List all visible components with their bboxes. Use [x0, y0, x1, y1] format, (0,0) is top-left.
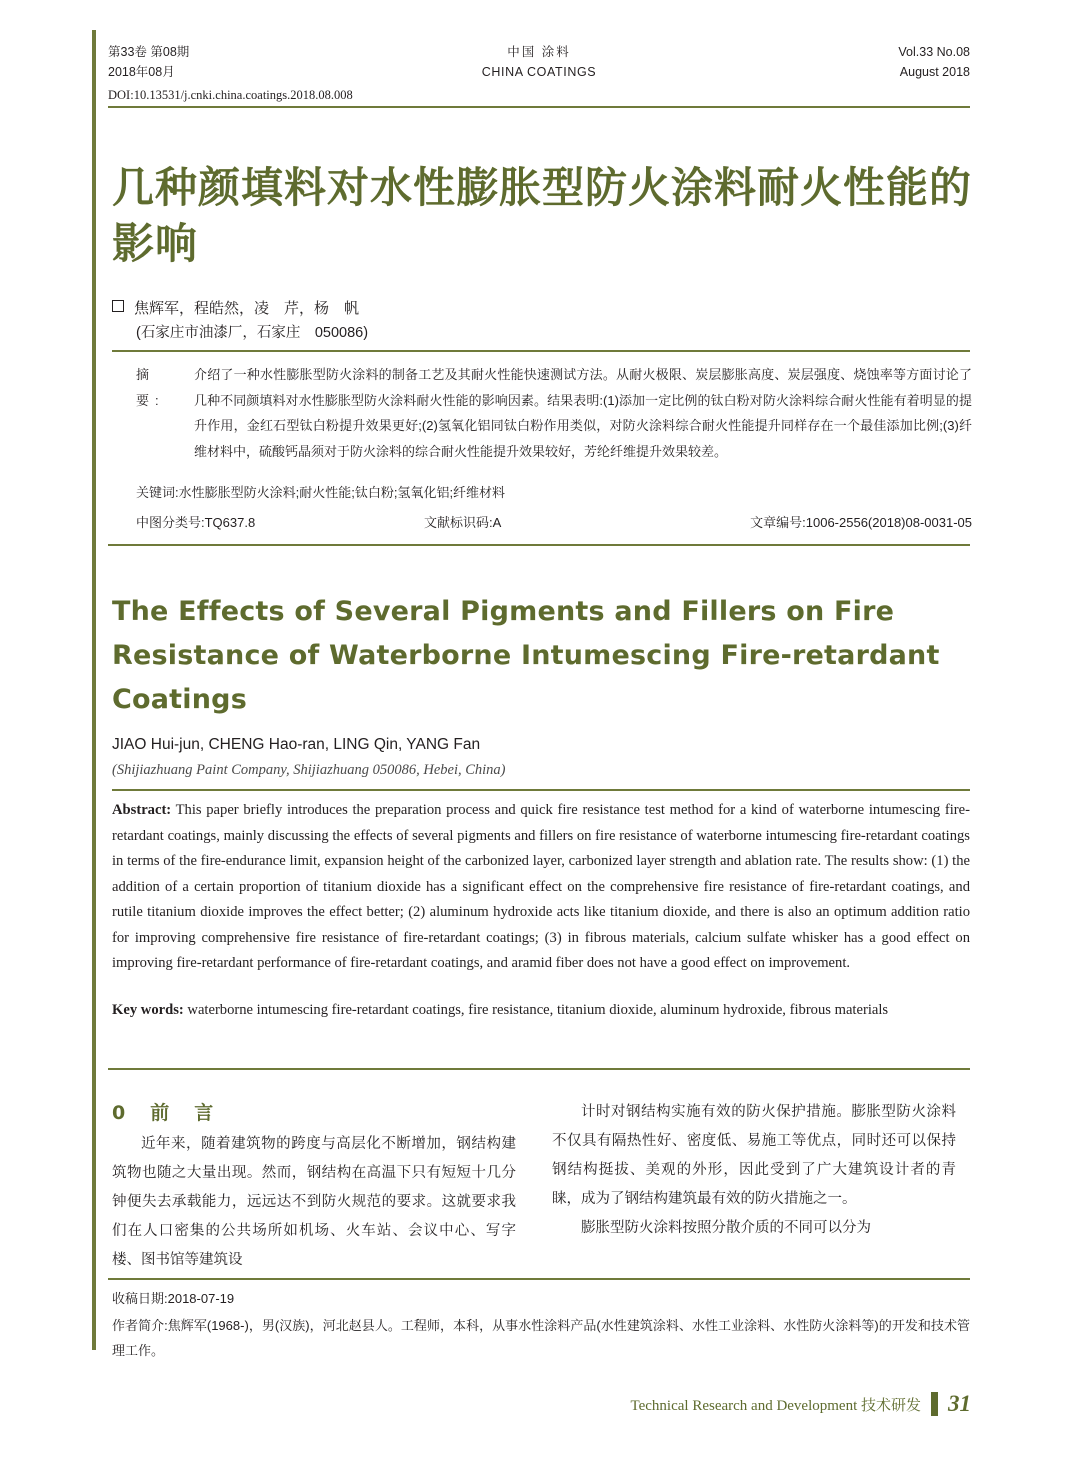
english-abstract-text: This paper briefly introduces the preparation process and quick fire resistance test method for a kind of waterborne intumescing fire-retardant coatings, mainly discussing the effects of several pigments and fillers on fire resistance of waterborne intumescing fire-retardant coatings in terms of the fire-endurance limit, expansion height of the carbonized layer, carbonized layer strength and ablation rate. The results show: (1) the addition of a certain proportion of titanium dioxide has a significant effect on the comprehensive fire resistance of fire-retardant coatings, and rutile titanium dioxide improves the effect better; (2) aluminum hydroxide acts like titanium dioxide, and there is also an optimum addition ratio for improving comprehensive fire resistance of fire-retardant coatings; (3) in fibrous materials, calcium sulfate whisker has a good effect on improving fire-retardant performance of fire-retardant coatings, and aramid fiber does not have a good effect on improvement. — [112, 802, 970, 971]
journal-name-en: CHINA COATINGS — [481, 65, 597, 79]
english-keywords-label: Key words: — [112, 1002, 184, 1018]
left-vertical-rule — [92, 30, 96, 1350]
square-bullet-icon — [112, 300, 124, 312]
body-paragraph-left-1: 近年来，随着建筑物的跨度与高层化不断增加，钢结构建筑物也随之大量出现。然而，钢结构在高温下只有短短十几分钟便失去承载能力，远远达不到防火规范的要求。这就要求我们在人口密集的公共场所如机场、火车站、会议中心、写字楼、图书馆等建筑设 — [112, 1136, 516, 1268]
body-paragraph-right-1: 计时对钢结构实施有效的防火保护措施。膨胀型防火涂料不仅具有隔热性好、密度低、易施工等优点，同时还可以保持钢结构挺拔、美观的外形，因此受到了广大建筑设计者的青睐，成为了钢结构建筑最有效的防火措施之一。 — [552, 1104, 956, 1207]
clc-number: 中图分类号:TQ637.8 — [136, 515, 256, 530]
body-paragraph-right-2: 膨胀型防火涂料按照分散介质的不同可以分为 — [581, 1220, 871, 1236]
english-keywords-text: waterborne intumescing fire-retardant coatings, fire resistance, titanium dioxide, aluminum hydroxide, fibrous materials — [183, 1002, 889, 1018]
footnotes — [112, 1286, 970, 1363]
chinese-keywords: 关键词:水性膨胀型防火涂料;耐火性能;钛白粉;氢氧化铝;纤维材料 — [136, 485, 506, 500]
footer-bar-icon — [931, 1392, 938, 1416]
article-id: 文章编号:1006-2556(2018)08-0031-05 — [750, 515, 972, 530]
body-column-right — [552, 1098, 956, 1243]
authors-divider — [112, 350, 970, 352]
english-abstract — [112, 798, 970, 977]
received-date: 收稿日期:2018-07-19 — [112, 1291, 235, 1306]
footer-text: Technical Research and Development 技术研发 — [630, 1397, 921, 1414]
chinese-title: 几种颜填料对水性膨胀型防火涂料耐火性能的影响 — [112, 163, 973, 268]
journal-name-cn: 中国 涂料 — [507, 45, 571, 59]
body-divider — [108, 1068, 970, 1070]
header-divider — [108, 106, 970, 108]
header-volume-en — [898, 42, 970, 82]
chinese-abstract-text: 介绍了一种水性膨胀型防火涂料的制备工艺及其耐火性能快速测试方法。从耐火极限、炭层膨胀高度、炭层强度、烧蚀率等方面讨论了几种不同颜填料对水性膨胀型防火涂料耐火性能的影响因素。结果表明:(1)添加一定比例的钛白粉对防火涂料综合耐火性能有着明显的提升作用，金红石型钛白粉提升效果更好;(2)氢氧化铝同钛白粉作用类似，对防火涂料综合耐火性能提升同样存在一个最佳添加比例;(3)纤维材料中，硫酸钙晶须对于防火涂料的综合耐火性能提升效果较好，芳纶纤维提升效果较差。 — [194, 367, 972, 459]
doi-text: DOI:10.13531/j.cnki.china.coatings.2018.08.008 — [108, 88, 353, 102]
chinese-authors-text: 焦辉军，程皓然，凌 芹，杨 帆 — [134, 300, 360, 317]
header-volume-cn-line1: 第33卷 第08期 — [108, 45, 190, 59]
english-authors: JIAO Hui-jun, CHENG Hao-ran, LING Qin, YANG Fan — [112, 736, 481, 753]
page-header — [108, 42, 970, 90]
chinese-authors — [112, 296, 972, 321]
header-volume-cn-line2: 2018年08月 — [108, 65, 175, 79]
codes-divider — [108, 544, 970, 546]
body-column-left — [112, 1130, 516, 1275]
chinese-abstract-label: 摘 要: — [136, 367, 175, 408]
footnote-divider — [108, 1278, 970, 1280]
english-keywords — [112, 998, 970, 1024]
author-bio: 作者简介:焦辉军(1968-)，男(汉族)，河北赵县人。工程师，本科，从事水性涂料产品(水性建筑涂料、水性工业涂料、水性防火涂料等)的开发和技术管理工作。 — [112, 1318, 970, 1358]
english-abstract-label: Abstract: — [112, 802, 172, 818]
section-title-introduction: 0 前 言 — [112, 1102, 217, 1124]
chinese-affiliation: (石家庄市油漆厂，石家庄 050086) — [136, 325, 369, 341]
header-volume-en-line1: Vol.33 No.08 — [898, 45, 970, 59]
header-volume-en-line2: August 2018 — [899, 65, 970, 79]
page-footer — [630, 1391, 971, 1417]
chinese-abstract — [136, 362, 972, 464]
page-number: 31 — [948, 1391, 971, 1416]
english-affiliation: (Shijiazhuang Paint Company, Shijiazhuang 050086, Hebei, China) — [112, 762, 506, 778]
document-code: 文献标识码:A — [424, 515, 502, 530]
header-journal-name — [108, 42, 970, 82]
english-affiliation-divider — [112, 789, 970, 791]
english-title: The Effects of Several Pigments and Fillers on Fire Resistance of Waterborne Intumescing Fire-retardant Coatings — [112, 596, 940, 715]
